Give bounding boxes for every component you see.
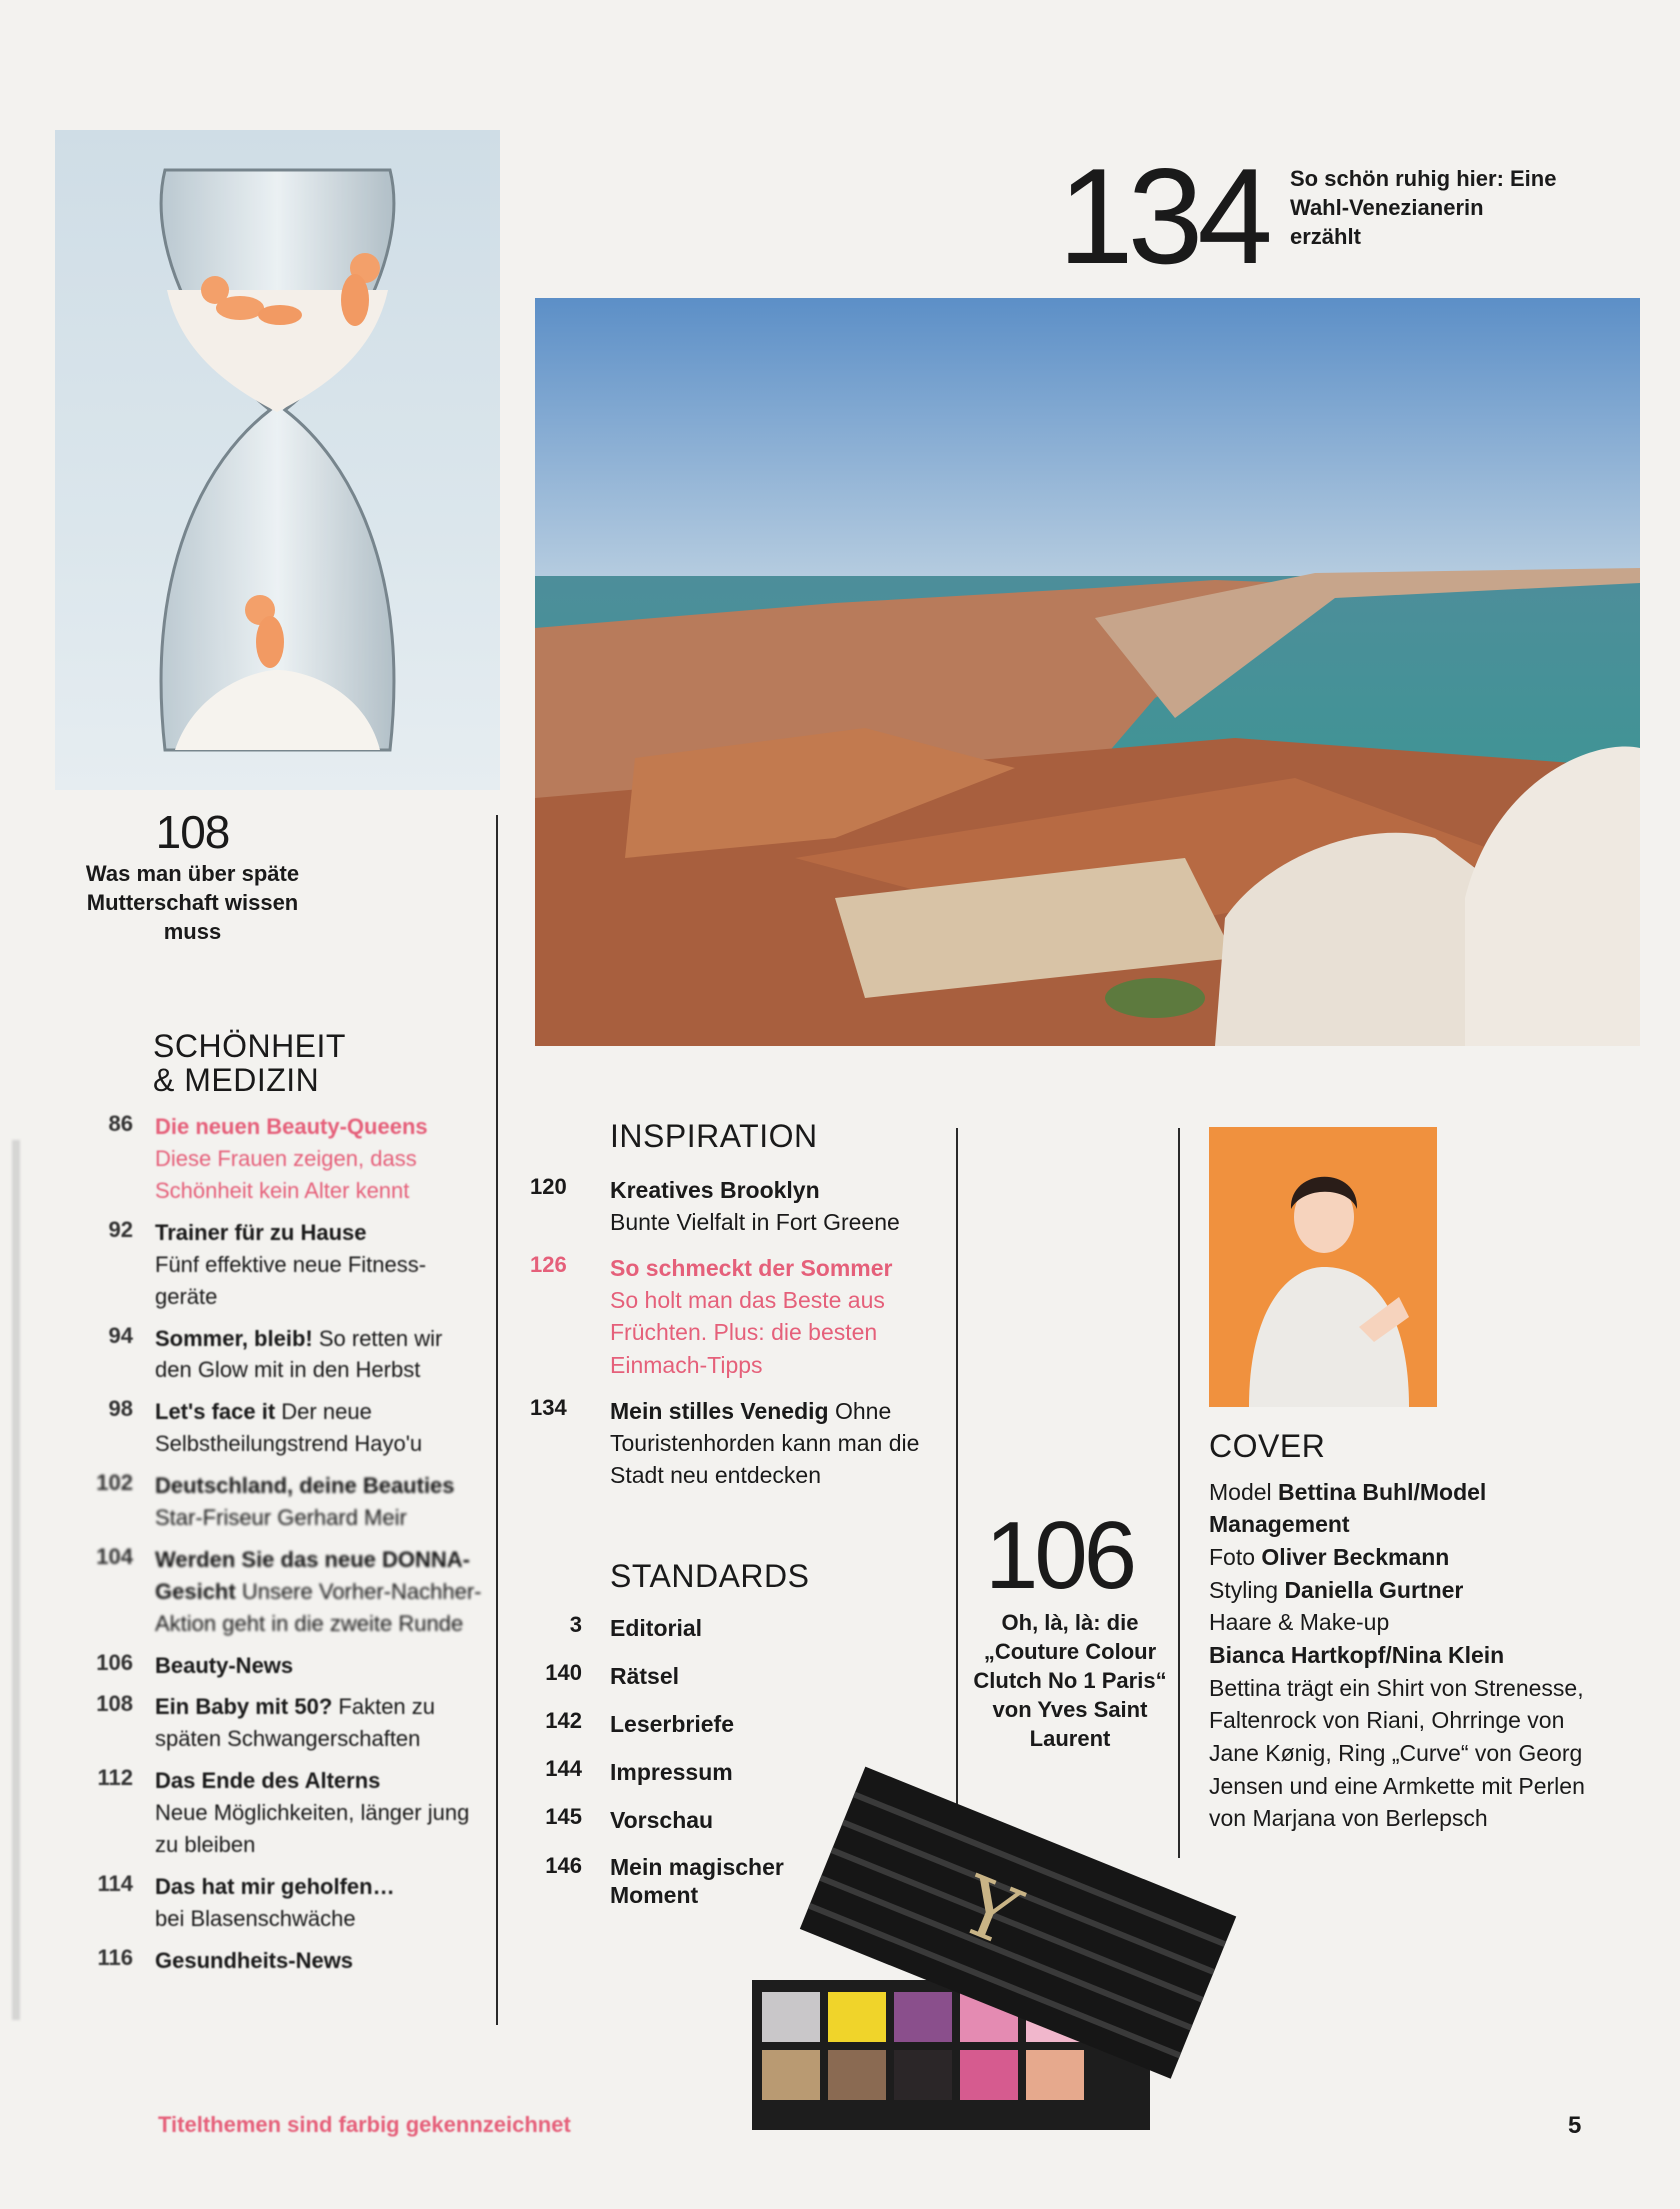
cover-photo [1209,1127,1437,1407]
toc-title: Editorial [610,1614,703,1641]
toc-description: So retten wir den Glow mit in den Herbst [155,1325,443,1383]
toc-page-number: 102 [96,1470,133,1496]
toc-title: Leserbriefe [610,1710,735,1737]
cover-description: Bettina trägt ein Shirt von Strenesse, Faltenrock von Riani, Ohrringe von Jane Kønig, Ring „Curve“ von Georg Jensen und eine Armkette mit Perlen von Marjana von Berlepsch [1209,1674,1585,1832]
toc-item-86[interactable] [95,1111,485,1207]
column-divider-left [496,815,498,2025]
toc-item-120[interactable] [530,1174,960,1238]
feature-106-text: Oh, là, là: die „Couture Colour Clutch No 1 Paris“ von Yves Saint Laurent [973,1610,1167,1752]
toc-page-number: 140 [545,1659,582,1685]
section-beauty-heading [153,1030,485,1097]
toc-page-number: 94 [108,1322,133,1348]
cover-foto-label: Foto [1209,1543,1256,1570]
feature-108-number: 108 [155,806,230,858]
cover-foto [1209,1541,1609,1574]
cover-model-label: Model [1209,1478,1272,1505]
toc-title: Ein Baby mit 50? [155,1694,333,1720]
section-beauty [95,1030,485,1987]
toc-title: Impressum [610,1759,733,1786]
cover-hair-label: Haare & Make-up [1209,1609,1390,1636]
toc-item-98[interactable] [95,1396,485,1460]
toc-title: Vorschau [610,1807,714,1834]
cover-foto-value: Oliver Beckmann [1261,1543,1450,1570]
toc-title: Mein magischer Moment [610,1853,784,1909]
toc-title: Sommer, bleib! [155,1325,313,1351]
toc-title: Kreatives Brooklyn [610,1176,820,1203]
section-inspiration [530,1120,960,1505]
hourglass-image [55,130,500,790]
toc-page-number: 104 [96,1543,133,1569]
toc-item-112[interactable] [95,1765,485,1861]
column-divider-right [1178,1128,1180,1858]
toc-item-134[interactable] [530,1395,960,1492]
toc-title: Rätsel [610,1662,680,1689]
toc-item-106[interactable] [95,1650,485,1682]
section-beauty-heading-line2: & MEDIZIN [153,1061,320,1098]
toc-item-3[interactable] [530,1612,960,1644]
toc-title: Gesundheits-News [155,1947,354,1973]
section-beauty-heading-line1: SCHÖNHEIT [153,1028,346,1064]
feature-134-number[interactable]: 134 [1058,140,1267,292]
toc-item-140[interactable] [530,1660,960,1692]
toc-description: Diese Frauen zeigen, dass Schönheit kein Alter kennt [155,1146,417,1203]
toc-title: Werden Sie das neue DONNA-Gesicht [155,1546,470,1604]
cover-hair-value: Bianca Hartkopf/Nina Klein [1209,1641,1505,1668]
cover-hair [1209,1606,1609,1671]
footer-note: Titelthemen sind farbig gekennzeichnet [158,2112,571,2137]
eyeshadow-palette-image [740,1760,1240,2140]
toc-page-number: 146 [545,1852,582,1878]
toc-item-94[interactable] [95,1323,485,1387]
toc-item-104[interactable] [95,1544,485,1640]
venice-photo [535,298,1640,1046]
feature-108[interactable] [70,805,315,946]
toc-title: Deutschland, deine Beauties [155,1473,455,1499]
toc-item-102[interactable] [95,1470,485,1534]
toc-description: Fünf effektive neue Fitness-geräte [155,1251,427,1309]
toc-page-number: 112 [97,1765,133,1791]
toc-description: Neue Möglichkeiten, länger jung zu bleiben [155,1800,470,1857]
toc-page-number: 144 [545,1756,582,1782]
toc-description: Fakten zu späten Schwangerschaften [155,1694,436,1752]
toc-item-92[interactable] [95,1217,485,1313]
section-inspiration-heading: INSPIRATION [610,1118,818,1154]
toc-page-number: 116 [97,1944,133,1970]
toc-description: bei Blasenschwäche [155,1905,356,1931]
toc-page-number: 134 [530,1394,567,1420]
page-number: 5 [1568,2112,1582,2139]
toc-page-number: 126 [530,1251,567,1277]
cover-styling [1209,1574,1609,1607]
toc-title: Das Ende des Alterns [155,1768,381,1794]
cover-styling-label: Styling [1209,1576,1279,1603]
toc-item-114[interactable] [95,1871,485,1935]
toc-title: So schmeckt der Sommer [610,1254,893,1281]
cover-model-value: Bettina Buhl/Model Management [1209,1478,1487,1538]
toc-item-108[interactable] [95,1691,485,1755]
spine-text [4,1140,28,2020]
toc-title: Beauty-News [155,1652,294,1678]
toc-page-number: 114 [97,1870,133,1896]
toc-page-number: 108 [96,1691,133,1717]
svg-text:Y: Y [948,1858,1033,1965]
toc-description: Unsere Vorher-Nachher-Aktion geht in die zweite Runde [155,1578,482,1636]
feature-108-text: Was man über späte Mutterschaft wissen muss [85,861,300,945]
toc-title: Mein stilles Venedig [610,1397,829,1424]
toc-description: Bunte Vielfalt in Fort Greene [610,1208,900,1235]
toc-page-number: 120 [530,1173,567,1199]
toc-page-number: 142 [545,1707,582,1733]
toc-page-number: 145 [545,1804,582,1830]
cover-styling-value: Daniella Gurtner [1284,1576,1464,1603]
toc-description: Ohne Touristenhorden kann man die Stadt neu entdecken [610,1397,920,1489]
toc-title: Let's face it [155,1399,276,1425]
section-standards-heading: STANDARDS [610,1558,810,1594]
feature-134-text: So schön ruhig hier: Eine Wahl-Venezianerin erzählt [1290,166,1557,250]
toc-description: So holt man das Beste aus Früchten. Plus: die besten Einmach-Tipps [610,1287,885,1378]
toc-page-number: 86 [108,1111,133,1137]
toc-title: Das hat mir geholfen… [155,1873,395,1899]
toc-description: Star-Friseur Gerhard Meir [155,1504,407,1530]
section-cover [1209,1430,1609,1835]
toc-page-number: 98 [108,1396,133,1422]
toc-page-number: 106 [96,1649,133,1675]
section-cover-heading: COVER [1209,1428,1326,1464]
toc-title: Trainer für zu Hause [155,1219,367,1245]
toc-title: Die neuen Beauty-Queens [155,1114,428,1140]
toc-page-number: 92 [108,1216,133,1242]
toc-item-116[interactable] [95,1945,485,1977]
toc-item-142[interactable] [530,1708,960,1740]
feature-106-number[interactable]: 106 [985,1502,1134,1609]
toc-item-126[interactable] [530,1252,960,1381]
toc-description: Der neue Selbstheilungstrend Hayo'u [155,1399,423,1457]
toc-page-number: 3 [569,1611,582,1637]
cover-model [1209,1476,1609,1541]
